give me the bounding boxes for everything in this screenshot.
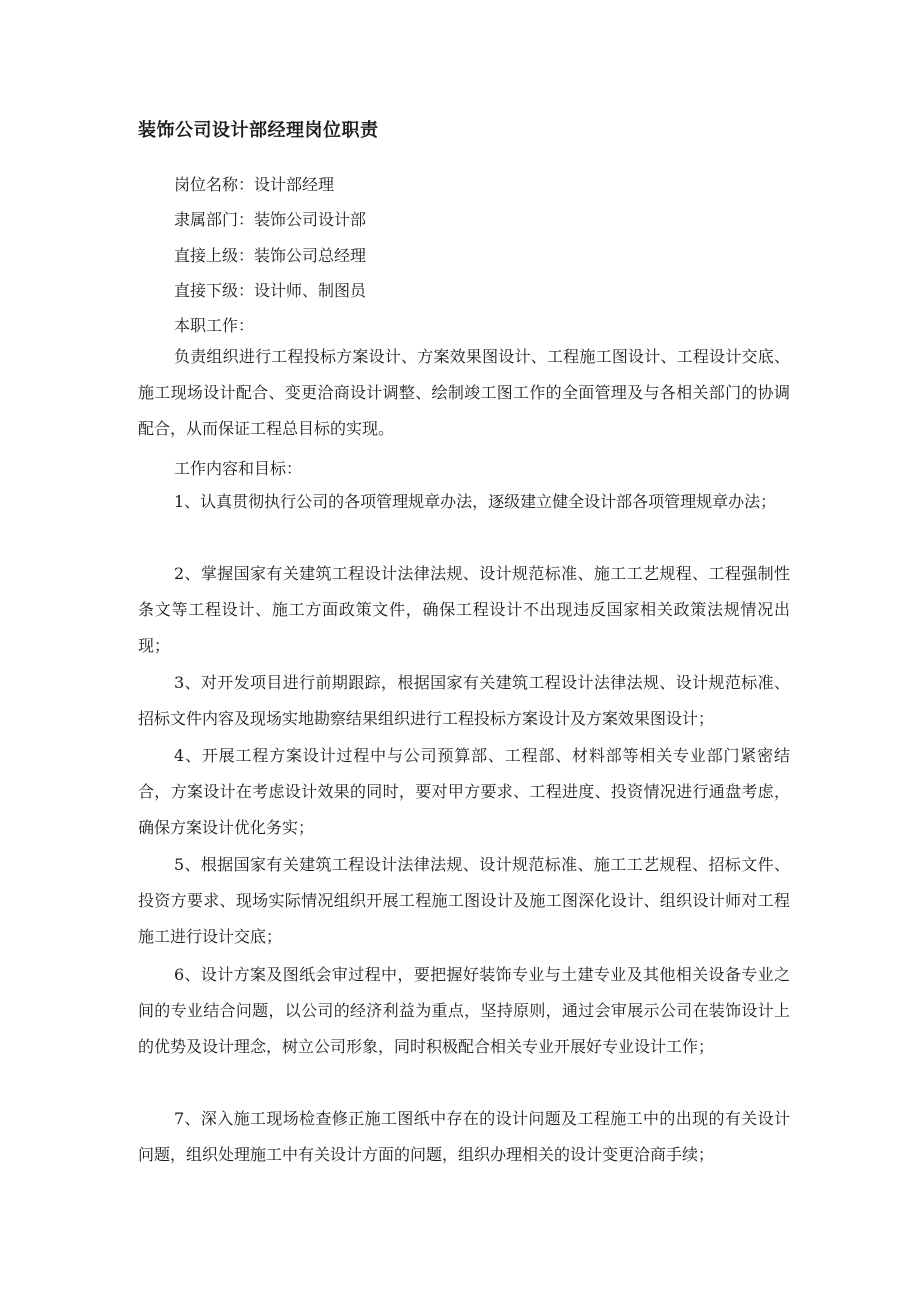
goal-item-5: 5、根据国家有关建筑工程设计法律法规、设计规范标准、施工工艺规程、招标文件、投资方要求、现场实际情况组织开展工程施工图设计及施工图深化设计、组织设计师对工程施工进行设计交底； <box>138 855 790 946</box>
goal-item-3: 3、对开发项目进行前期跟踪，根据国家有关建筑工程设计法律法规、设计规范标准、招标文件内容及现场实地勘察结果组织进行工程投标方案设计及方案效果图设计； <box>138 673 790 728</box>
position-name-field: 岗位名称：设计部经理 <box>174 175 335 194</box>
goal-item-2: 2、掌握国家有关建筑工程设计法律法规、设计规范标准、施工工艺规程、工程强制性条文等工程设计、施工方面政策文件，确保工程设计不出现违反国家相关政策法规情况出现； <box>138 564 790 655</box>
goal-item-7: 7、深入施工现场检查修正施工图纸中存在的设计问题及工程施工中的出现的有关设计问题，组织处理施工中有关设计方面的问题，组织办理相关的设计变更洽商手续； <box>138 1109 790 1164</box>
goal-item-1: 1、认真贯彻执行公司的各项管理规章办法，逐级建立健全设计部各项管理规章办法； <box>174 492 777 511</box>
subordinates-field: 直接下级：设计师、制图员 <box>174 281 367 300</box>
goal-item-4: 4、开展工程方案设计过程中与公司预算部、工程部、材料部等相关专业部门紧密结合，方案设计在考虑设计效果的同时，要对甲方要求、工程进度、投资情况进行通盘考虑，确保方案设计优化务实； <box>138 746 790 837</box>
duty-paragraph: 负责组织进行工程投标方案设计、方案效果图设计、工程施工图设计、工程设计交底、施工现场设计配合、变更洽商设计调整、绘制竣工图工作的全面管理及与各相关部门的协调配合，从而保证工程总目标的实现。 <box>138 347 790 438</box>
goals-heading: 工作内容和目标： <box>174 459 303 478</box>
superior-field: 直接上级：装饰公司总经理 <box>174 246 367 265</box>
duty-heading: 本职工作： <box>174 316 255 335</box>
department-field: 隶属部门：装饰公司设计部 <box>174 210 367 229</box>
document-title: 装饰公司设计部经理岗位职责 <box>138 120 379 141</box>
goal-item-6: 6、设计方案及图纸会审过程中，要把握好装饰专业与土建专业及其他相关设备专业之间的专业结合问题，以公司的经济利益为重点，坚持原则，通过会审展示公司在装饰设计上的优势及设计理念，树立公司形象，同时积极配合相关专业开展好专业设计工作； <box>138 965 790 1056</box>
